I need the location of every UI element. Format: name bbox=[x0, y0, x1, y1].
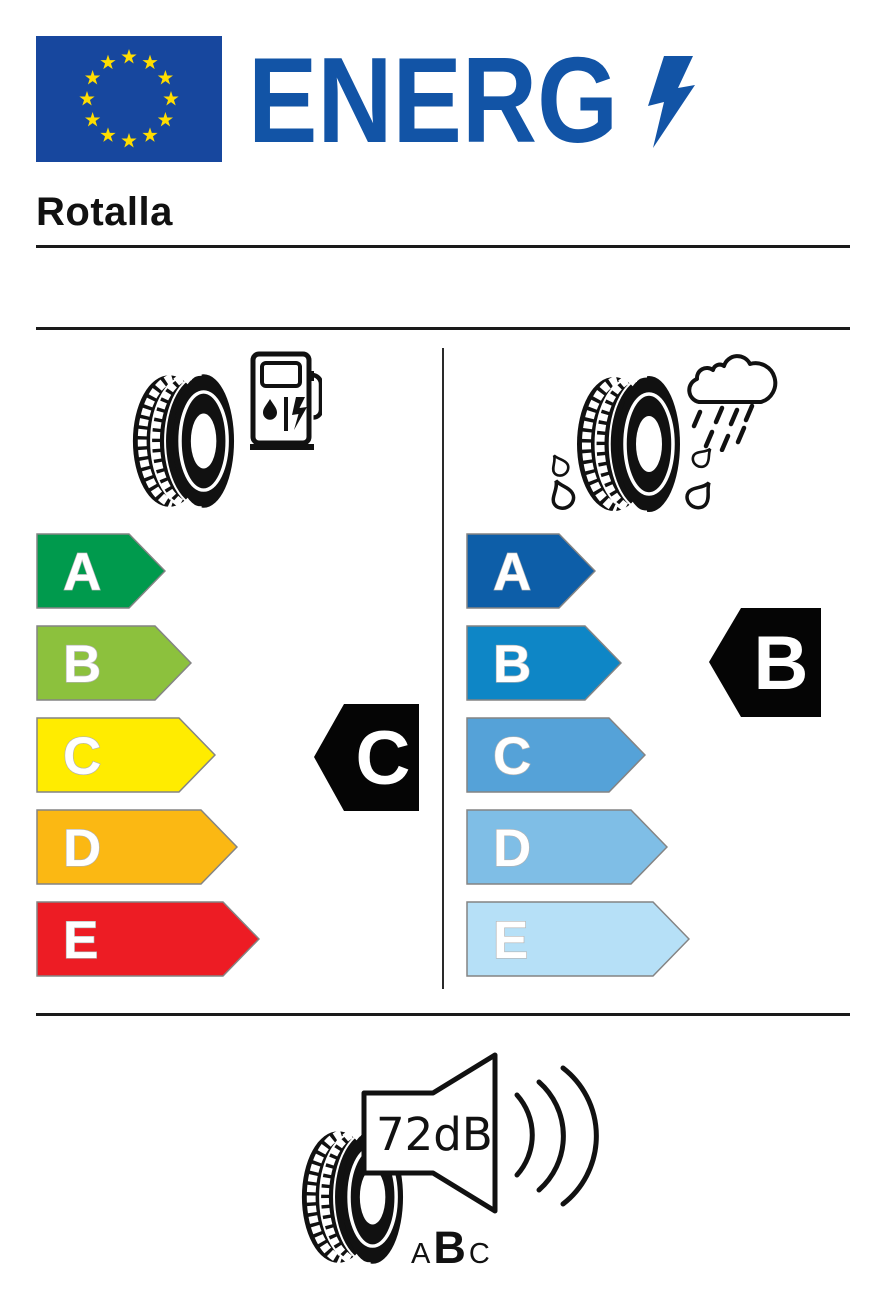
fuel-scale-arrow-e bbox=[36, 901, 260, 977]
eu-flag-icon bbox=[36, 36, 222, 162]
wet-scale-arrow-a bbox=[466, 533, 596, 609]
rain-drops bbox=[694, 406, 752, 450]
tire-speaker-icon bbox=[356, 1048, 601, 1218]
fuel-scale-arrow-d bbox=[36, 809, 238, 885]
wet-scale-arrow-b bbox=[466, 625, 622, 701]
noise-level-value: 72dB bbox=[376, 1108, 493, 1161]
divider-middle bbox=[36, 327, 850, 330]
column-divider bbox=[442, 348, 444, 989]
scale-letter: D bbox=[63, 819, 102, 878]
scale-letter: C bbox=[63, 727, 102, 786]
scale-letter: A bbox=[493, 543, 532, 602]
wet-grip-rating-indicator bbox=[708, 607, 822, 718]
scale-letter: E bbox=[63, 911, 99, 970]
fuel-rating-indicator bbox=[313, 703, 420, 812]
energy-logo bbox=[240, 40, 705, 170]
noise-class-c: C bbox=[468, 1238, 490, 1270]
fuel-scale-arrow-c bbox=[36, 717, 216, 793]
sound-waves-icon bbox=[517, 1068, 596, 1204]
fuel-scale-arrow-a bbox=[36, 533, 166, 609]
scale-letter: B bbox=[493, 635, 532, 694]
noise-class-scale bbox=[411, 1222, 490, 1274]
noise-class-a: A bbox=[411, 1238, 431, 1270]
rain-cloud-icon bbox=[683, 350, 779, 452]
energy-logo-text: ENERG bbox=[248, 40, 618, 168]
wet-grip-rating-letter: B bbox=[753, 621, 809, 706]
scale-letter: D bbox=[493, 819, 532, 878]
tire-icon bbox=[128, 372, 236, 510]
fuel-scale-arrow-b bbox=[36, 625, 192, 701]
scale-letter: B bbox=[63, 635, 102, 694]
fuel-pump-icon bbox=[250, 351, 322, 451]
wet-scale-arrow-e bbox=[466, 901, 690, 977]
scale-letter: C bbox=[493, 727, 532, 786]
divider-top bbox=[36, 245, 850, 248]
scale-letter: A bbox=[63, 543, 102, 602]
scale-letter: E bbox=[493, 911, 529, 970]
lightning-bolt-icon bbox=[648, 56, 695, 148]
fuel-rating-letter: C bbox=[355, 716, 411, 801]
brand-name: Rotalla bbox=[36, 190, 173, 234]
wet-scale-arrow-c bbox=[466, 717, 646, 793]
wet-scale-arrow-d bbox=[466, 809, 668, 885]
divider-bottom bbox=[36, 1013, 850, 1016]
noise-class-b-selected: B bbox=[433, 1222, 466, 1273]
